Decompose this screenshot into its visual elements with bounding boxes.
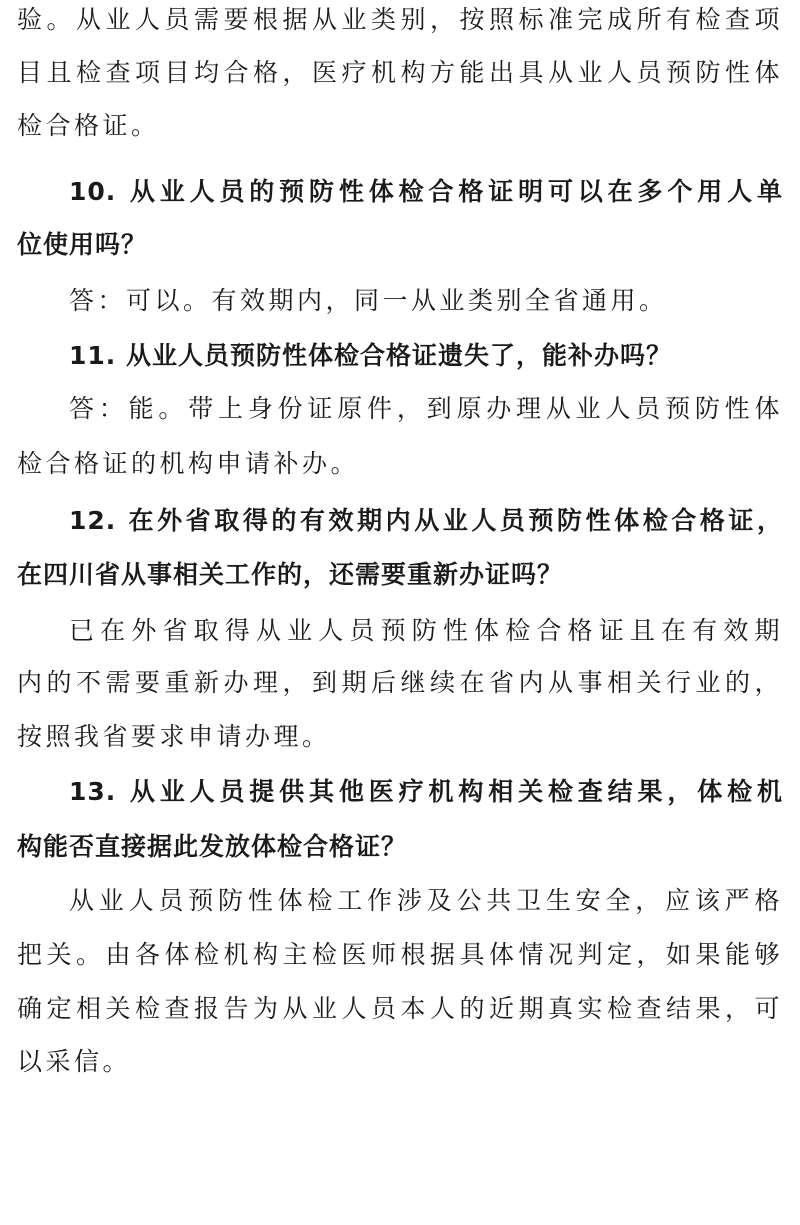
question-heading: 在四川省从事相关工作的，还需要重新办证吗？ xyxy=(17,560,564,589)
answer-line: 内的不需要重新办理，到期后继续在省内从事相关行业的， xyxy=(17,668,783,697)
answer-line: 答：能。带上身份证原件，到原办理从业人员预防性体 xyxy=(69,394,783,423)
answer-line: 把关。由各体检机构主检医师根据具体情况判定，如果能够 xyxy=(17,940,783,969)
answer-line: 答：可以。有效期内，同一从业类别全省通用。 xyxy=(69,286,668,315)
answer-line: 检合格证的机构申请补办。 xyxy=(17,449,360,478)
question-heading: 位使用吗？ xyxy=(17,230,148,259)
paragraph-line: 检合格证。 xyxy=(17,111,160,140)
answer-line: 确定相关检查报告为从业人员本人的近期真实检查结果，可 xyxy=(17,994,783,1023)
answer-line: 以采信。 xyxy=(17,1047,132,1076)
question-heading: 构能否直接据此发放体检合格证？ xyxy=(17,832,408,861)
question-heading: 13. 从业人员提供其他医疗机构相关检查结果，体检机 xyxy=(69,777,783,806)
answer-line: 按照我省要求申请办理。 xyxy=(17,722,331,751)
answer-line: 已在外省取得从业人员预防性体检合格证且在有效期 xyxy=(69,616,783,645)
paragraph-line: 验。从业人员需要根据从业类别，按照标准完成所有检查项 xyxy=(17,5,783,34)
question-heading: 10. 从业人员的预防性体检合格证明可以在多个用人单 xyxy=(69,177,783,206)
question-heading: 11. 从业人员预防性体检合格证遗失了，能补办吗？ xyxy=(69,341,672,370)
paragraph-line: 目且检查项目均合格，医疗机构方能出具从业人员预防性体 xyxy=(17,58,783,87)
answer-line: 从业人员预防性体检工作涉及公共卫生安全，应该严格 xyxy=(69,886,783,915)
question-heading: 12. 在外省取得的有效期内从业人员预防性体检合格证， xyxy=(69,506,783,535)
